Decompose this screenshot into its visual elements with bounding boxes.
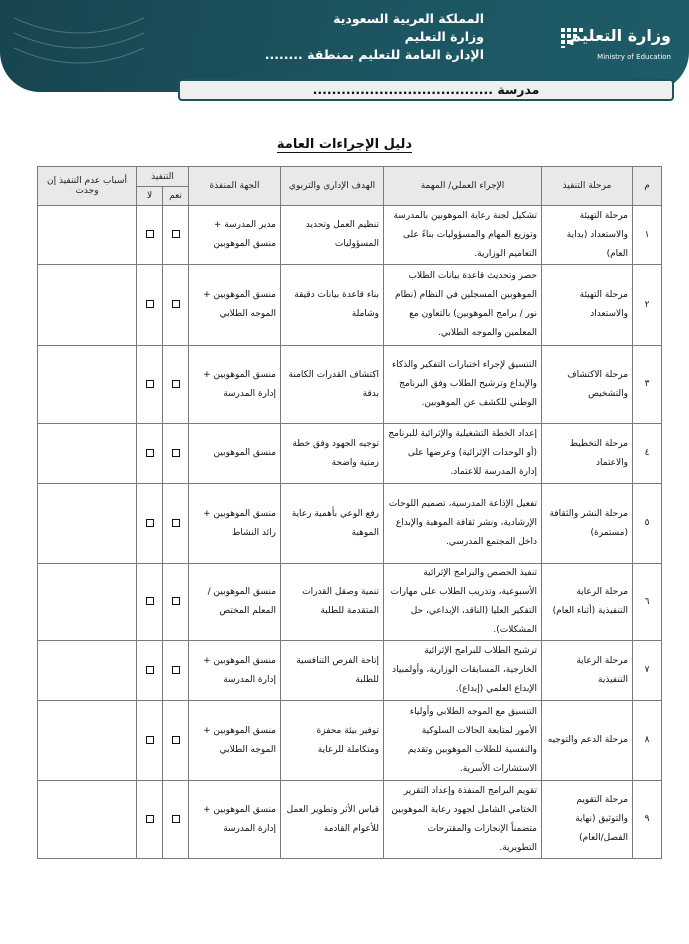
logo-english-text: Ministry of Education [597, 53, 671, 61]
row-number: ٢ [633, 265, 662, 346]
row-number: ٩ [633, 781, 662, 859]
table-row [38, 265, 662, 346]
execution-yes-cell [163, 265, 189, 346]
reasons-cell[interactable] [38, 781, 137, 859]
school-name-bar: مدرسة ...................................... [178, 79, 674, 101]
procedure-cell: تنفيذ الحصص والبرامج الإثرائية الأسبوعية، وتدريب الطلاب على مهارات التفكير العليا (الناقد، الإبداعي، حل المشكلات). [384, 564, 542, 641]
goal-cell: رفع الوعي بأهمية رعاية الموهبة [281, 484, 384, 564]
table-row [38, 564, 662, 641]
logo-arabic-text: وزارة التعليم [569, 26, 671, 45]
row-number: ١ [633, 206, 662, 265]
checkbox-yes[interactable] [172, 815, 180, 823]
checkbox-no[interactable] [146, 230, 154, 238]
checkbox-no[interactable] [146, 736, 154, 744]
table-row [38, 781, 662, 859]
header-num: م [633, 167, 662, 206]
procedure-cell: تشكيل لجنة رعاية الموهوبين بالمدرسة وتوزيع المهام والمسؤوليات بناءً على التعاميم الوزارية. [384, 206, 542, 265]
row-number: ٧ [633, 641, 662, 701]
goal-cell: تنظيم العمل وتحديد المسؤوليات [281, 206, 384, 265]
execution-no-cell [137, 781, 163, 859]
header-yes: نعم [163, 187, 189, 206]
execution-yes-cell [163, 641, 189, 701]
table-row [38, 641, 662, 701]
procedure-cell: تقويم البرامج المنفذة وإعداد التقرير الختامي الشامل لجهود رعاية الموهوبين متضمناً الإنجازات والمقترحات التطويرية. [384, 781, 542, 859]
procedure-cell: إعداد الخطة التشغيلية والإثرائية للبرنامج (أو الوحدات الإثرائية) وعرضها على إدارة المدرسة للاعتماد. [384, 424, 542, 484]
execution-yes-cell [163, 564, 189, 641]
reasons-cell[interactable] [38, 564, 137, 641]
checkbox-no[interactable] [146, 300, 154, 308]
checkbox-no[interactable] [146, 519, 154, 527]
execution-no-cell [137, 564, 163, 641]
stage-cell: مرحلة التهيئة والاستعداد (بداية العام) [542, 206, 633, 265]
row-number: ٦ [633, 564, 662, 641]
execution-yes-cell [163, 781, 189, 859]
execution-no-cell [137, 484, 163, 564]
checkbox-yes[interactable] [172, 230, 180, 238]
entity-cell: منسق الموهوبين [189, 424, 281, 484]
entity-cell: منسق الموهوبين + إدارة المدرسة [189, 346, 281, 424]
goal-cell: قياس الأثر وتطوير العمل للأعوام القادمة [281, 781, 384, 859]
header-execution: التنفيذ [137, 167, 189, 187]
execution-no-cell [137, 701, 163, 781]
government-heading [184, 10, 484, 64]
procedure-cell: حصر وتحديث قاعدة بيانات الطلاب الموهوبين المسجلين في النظام (نظام نور / برامج الموهوبين) بالتعاون مع المعلمين والموجه الطلابي. [384, 265, 542, 346]
row-number: ٥ [633, 484, 662, 564]
execution-no-cell [137, 206, 163, 265]
checkbox-yes[interactable] [172, 666, 180, 674]
execution-yes-cell [163, 346, 189, 424]
reasons-cell[interactable] [38, 701, 137, 781]
table-row [38, 346, 662, 424]
goal-cell: اكتشاف القدرات الكامنة بدقة [281, 346, 384, 424]
checkbox-no[interactable] [146, 449, 154, 457]
header-entity: الجهة المنفذة [189, 167, 281, 206]
reasons-cell[interactable] [38, 484, 137, 564]
table-row [38, 206, 662, 265]
execution-yes-cell [163, 701, 189, 781]
stage-cell: مرحلة الاكتشاف والتشخيص [542, 346, 633, 424]
reasons-cell[interactable] [38, 424, 137, 484]
row-number: ٣ [633, 346, 662, 424]
reasons-cell[interactable] [38, 346, 137, 424]
row-number: ٨ [633, 701, 662, 781]
checkbox-yes[interactable] [172, 380, 180, 388]
entity-cell: منسق الموهوبين + الموجه الطلابي [189, 265, 281, 346]
checkbox-no[interactable] [146, 815, 154, 823]
table-row [38, 484, 662, 564]
procedure-cell: التنسيق لإجراء اختبارات التفكير والذكاء والإبداع وترشيح الطلاب وفق البرنامج الوطني للكشف عن الموهوبين. [384, 346, 542, 424]
execution-no-cell [137, 346, 163, 424]
execution-yes-cell [163, 484, 189, 564]
goal-cell: إتاحة الفرص التنافسية للطلبة [281, 641, 384, 701]
reasons-cell[interactable] [38, 641, 137, 701]
checkbox-no[interactable] [146, 597, 154, 605]
stage-cell: مرحلة النشر والثقافة (مستمرة) [542, 484, 633, 564]
entity-cell: منسق الموهوبين + إدارة المدرسة [189, 781, 281, 859]
row-number: ٤ [633, 424, 662, 484]
entity-cell: مدير المدرسة + منسق الموهوبين [189, 206, 281, 265]
entity-cell: منسق الموهوبين + إدارة المدرسة [189, 641, 281, 701]
checkbox-no[interactable] [146, 380, 154, 388]
procedure-cell: التنسيق مع الموجه الطلابي وأولياء الأمور لمتابعة الحالات السلوكية والنفسية للطلاب الموهوبين وتقديم الاستشارات الأسرية. [384, 701, 542, 781]
stage-cell: مرحلة التقويم والتوثيق (نهاية الفصل/العام) [542, 781, 633, 859]
table-header-row [38, 167, 662, 187]
procedure-cell: ترشيح الطلاب للبرامج الإثرائية الخارجية، المسابقات الوزارية، وأولمبياد الإبداع العلمي (إبداع). [384, 641, 542, 701]
goal-cell: تنمية وصقل القدرات المتقدمة للطلبة [281, 564, 384, 641]
header-stage: مرحلة التنفيذ [542, 167, 633, 206]
table-row [38, 424, 662, 484]
decorative-lines-icon [14, 8, 144, 78]
execution-yes-cell [163, 424, 189, 484]
execution-no-cell [137, 265, 163, 346]
stage-cell: مرحلة التخطيط والاعتماد [542, 424, 633, 484]
header-goal: الهدف الإداري والتربوي [281, 167, 384, 206]
reasons-cell[interactable] [38, 265, 137, 346]
header-reasons: أسباب عدم التنفيذ إن وجدت [38, 167, 137, 206]
ministry-name: وزارة التعليم [404, 29, 484, 44]
department-name: الإدارة العامة للتعليم بمنطقة ........ [264, 47, 484, 62]
goal-cell: بناء قاعدة بيانات دقيقة وشاملة [281, 265, 384, 346]
table-body [38, 206, 662, 859]
reasons-cell[interactable] [38, 206, 137, 265]
goal-cell: توفير بيئة محفزة ومتكاملة للرعاية [281, 701, 384, 781]
execution-no-cell [137, 641, 163, 701]
kingdom-name: المملكة العربية السعودية [333, 11, 484, 26]
header-no: لا [137, 187, 163, 206]
checkbox-yes[interactable] [172, 519, 180, 527]
checkbox-yes[interactable] [172, 597, 180, 605]
entity-cell: منسق الموهوبين + الموجه الطلابي [189, 701, 281, 781]
goal-cell: توجيه الجهود وفق خطة زمنية واضحة [281, 424, 384, 484]
execution-yes-cell [163, 206, 189, 265]
stage-cell: مرحلة التهيئة والاستعداد [542, 265, 633, 346]
entity-cell: منسق الموهوبين / المعلم المختص [189, 564, 281, 641]
stage-cell: مرحلة الرعاية التنفيذية (أثناء العام) [542, 564, 633, 641]
entity-cell: منسق الموهوبين + رائد النشاط [189, 484, 281, 564]
stage-cell: مرحلة الرعاية التنفيذية [542, 641, 633, 701]
checkbox-yes[interactable] [172, 449, 180, 457]
checkbox-yes[interactable] [172, 300, 180, 308]
procedure-cell: تفعيل الإذاعة المدرسية، تصميم اللوحات الإرشادية، ونشر ثقافة الموهبة والإبداع داخل المجتمع المدرسي. [384, 484, 542, 564]
ministry-logo [561, 26, 671, 68]
header-procedure: الإجراء العملي/ المهمة [384, 167, 542, 206]
document-title: دليل الإجراءات العامة [276, 137, 413, 152]
procedures-table [37, 166, 662, 859]
checkbox-no[interactable] [146, 666, 154, 674]
checkbox-yes[interactable] [172, 736, 180, 744]
table-row [38, 701, 662, 781]
execution-no-cell [137, 424, 163, 484]
stage-cell: مرحلة الدعم والتوجيه [542, 701, 633, 781]
